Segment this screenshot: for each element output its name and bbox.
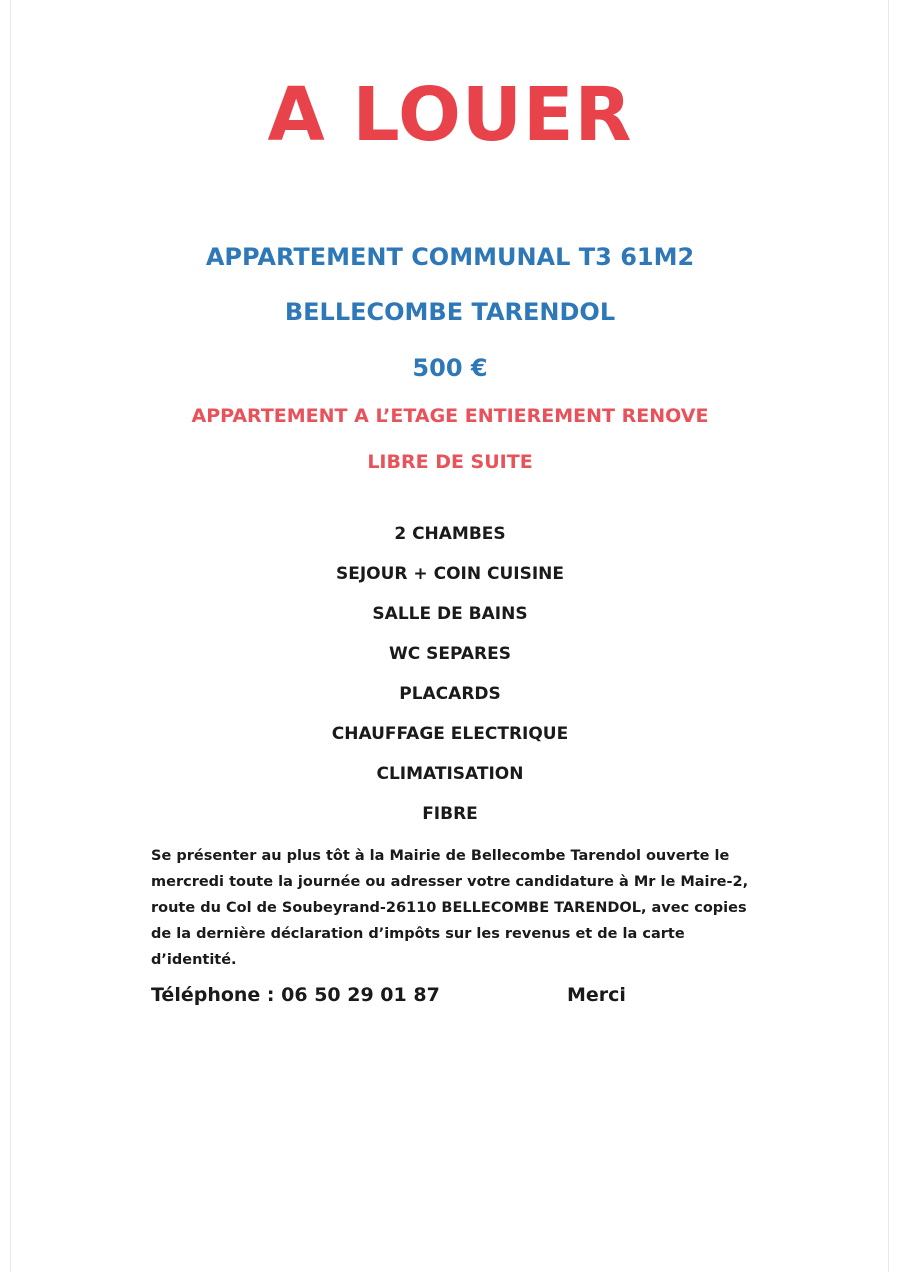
feature-item: FIBRE (422, 804, 478, 824)
thanks-text: Merci (567, 984, 626, 1006)
feature-item: WC SEPARES (388, 644, 511, 664)
availability-note: LIBRE DE SUITE (367, 451, 533, 473)
location-heading: BELLECOMBE TARENDOL (284, 298, 616, 326)
feature-item: SEJOUR + COIN CUISINE (335, 564, 565, 584)
feature-item: SALLE DE BAINS (372, 604, 528, 624)
application-instructions: Se présenter au plus tôt à la Mairie de Bellecombe Tarendol ouverte le mercredi toute la journée ou adresser votre candidature à Mr le Maire-2, route du Col de Soubeyrand-26110 BELLECOMBE TARENDOL, avec copies de la dernière déclaration d’impôts sur les revenus et de la carte d’identité. (151, 848, 749, 968)
feature-item: CHAUFFAGE ELECTRIQUE (331, 724, 569, 744)
renovation-note: APPARTEMENT A L’ETAGE ENTIEREMENT RENOVE (191, 405, 709, 427)
features-list (0, 526, 900, 846)
feature-item: 2 CHAMBES (394, 524, 506, 544)
feature-item: CLIMATISATION (376, 764, 524, 784)
main-title: A LOUER (267, 72, 633, 158)
phone-number: Téléphone : 06 50 29 01 87 (151, 984, 440, 1006)
price: 500 € (412, 354, 488, 382)
apartment-heading: APPARTEMENT COMMUNAL T3 61M2 (205, 243, 695, 271)
feature-item: PLACARDS (399, 684, 501, 704)
